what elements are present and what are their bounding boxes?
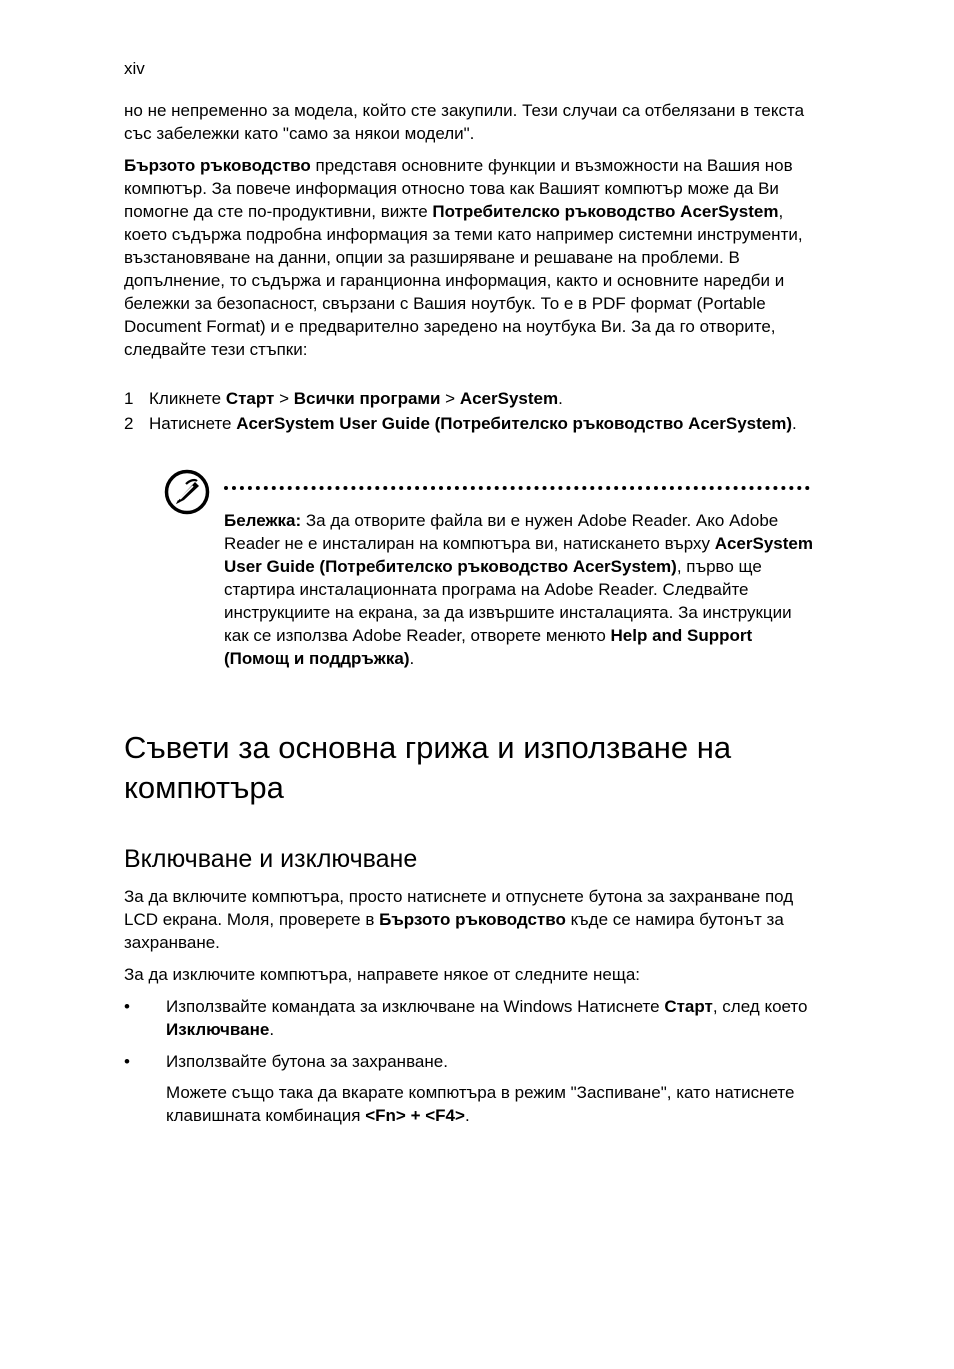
bullet-symbol: • [124, 997, 130, 1016]
step-number: 2 [124, 414, 134, 433]
step-text: Натиснете AcerSystem User Guide (Потребителско ръководство AcerSystem). [149, 414, 797, 433]
step-2 [124, 412, 824, 435]
bullet-item [124, 1050, 824, 1073]
power-on-paragraph: За да включите компютъра, просто натиснете и отпуснете бутона за захранване под LCD екрана. Моля, проверете в Бързото ръководство къде се намира бутонът за захранване. [124, 887, 794, 952]
step-text: Кликнете Старт > Всички програми > AcerSystem. [149, 389, 563, 408]
sleep-paragraph: Можете също така да вкарате компютъра в режим "Заспиване", като натиснете клавишната комбинация <Fn> + <F4>. [166, 1083, 795, 1125]
note-label: Бележка: [224, 511, 302, 530]
bullet-item [124, 995, 824, 1041]
page-number: xiv [124, 59, 145, 78]
power-off-intro: За да изключите компютъра, направете някое от следните неща: [124, 965, 640, 984]
bullet-text: Използвайте бутона за захранване. [166, 1052, 448, 1071]
note-pen-icon [164, 469, 210, 515]
step-number: 1 [124, 389, 134, 408]
intro-paragraph: но не непременно за модела, който сте закупили. Тези случаи са отбелязани в текста със забележки като "само за някои модели". [124, 101, 805, 143]
section-title: Съвети за основна грижа и използване на компютъра [124, 730, 732, 805]
quick-guide-bold: Бързото ръководство [124, 156, 311, 175]
user-guide-bold: Потребителско ръководство AcerSystem [432, 202, 779, 221]
bullet-text: Използвайте командата за изключване на Windows Натиснете Старт, след което Изключване. [166, 997, 808, 1039]
bullet-symbol: • [124, 1052, 130, 1071]
step-1 [124, 387, 824, 410]
note-divider [224, 486, 810, 490]
subsection-title: Включване и изключване [124, 845, 418, 873]
note-text: Бележка: За да отворите файла ви е нужен Adobe Reader. Ако Adobe Reader не е инсталиран на компютъра ви, натискането върху AcerSystem User Guide (Потребителско ръководство AcerSystem), първо ще стартира инсталационната програма на Adobe Reader. Следвайте инструкциите на екрана, за да извършите инсталацията. За инструкции как се използва Adobe Reader, отворете менюто Help and Support (Помощ и поддръжка). [224, 511, 813, 668]
quick-guide-paragraph: Бързото ръководство представя основните функции и възможности на Вашия нов компютър. За повече информация относно това как Вашият компютър може да Ви помогне да сте по-продуктивни, вижте Потребителско ръководство AcerSystem, което съдържа подробна информация за теми като например системни инструменти, възстановяване на данни, опции за разширяване и решаване на проблеми. В допълнение, то съдържа и гаранционна информация, както и основните наредби и бележки за безопасност, свързани с Вашия ноутбук. То е в PDF формат (Portable Document Format) и е предварително заредено на ноутбука Ви. За да го отворите, следвайте тези стъпки: [124, 156, 803, 359]
